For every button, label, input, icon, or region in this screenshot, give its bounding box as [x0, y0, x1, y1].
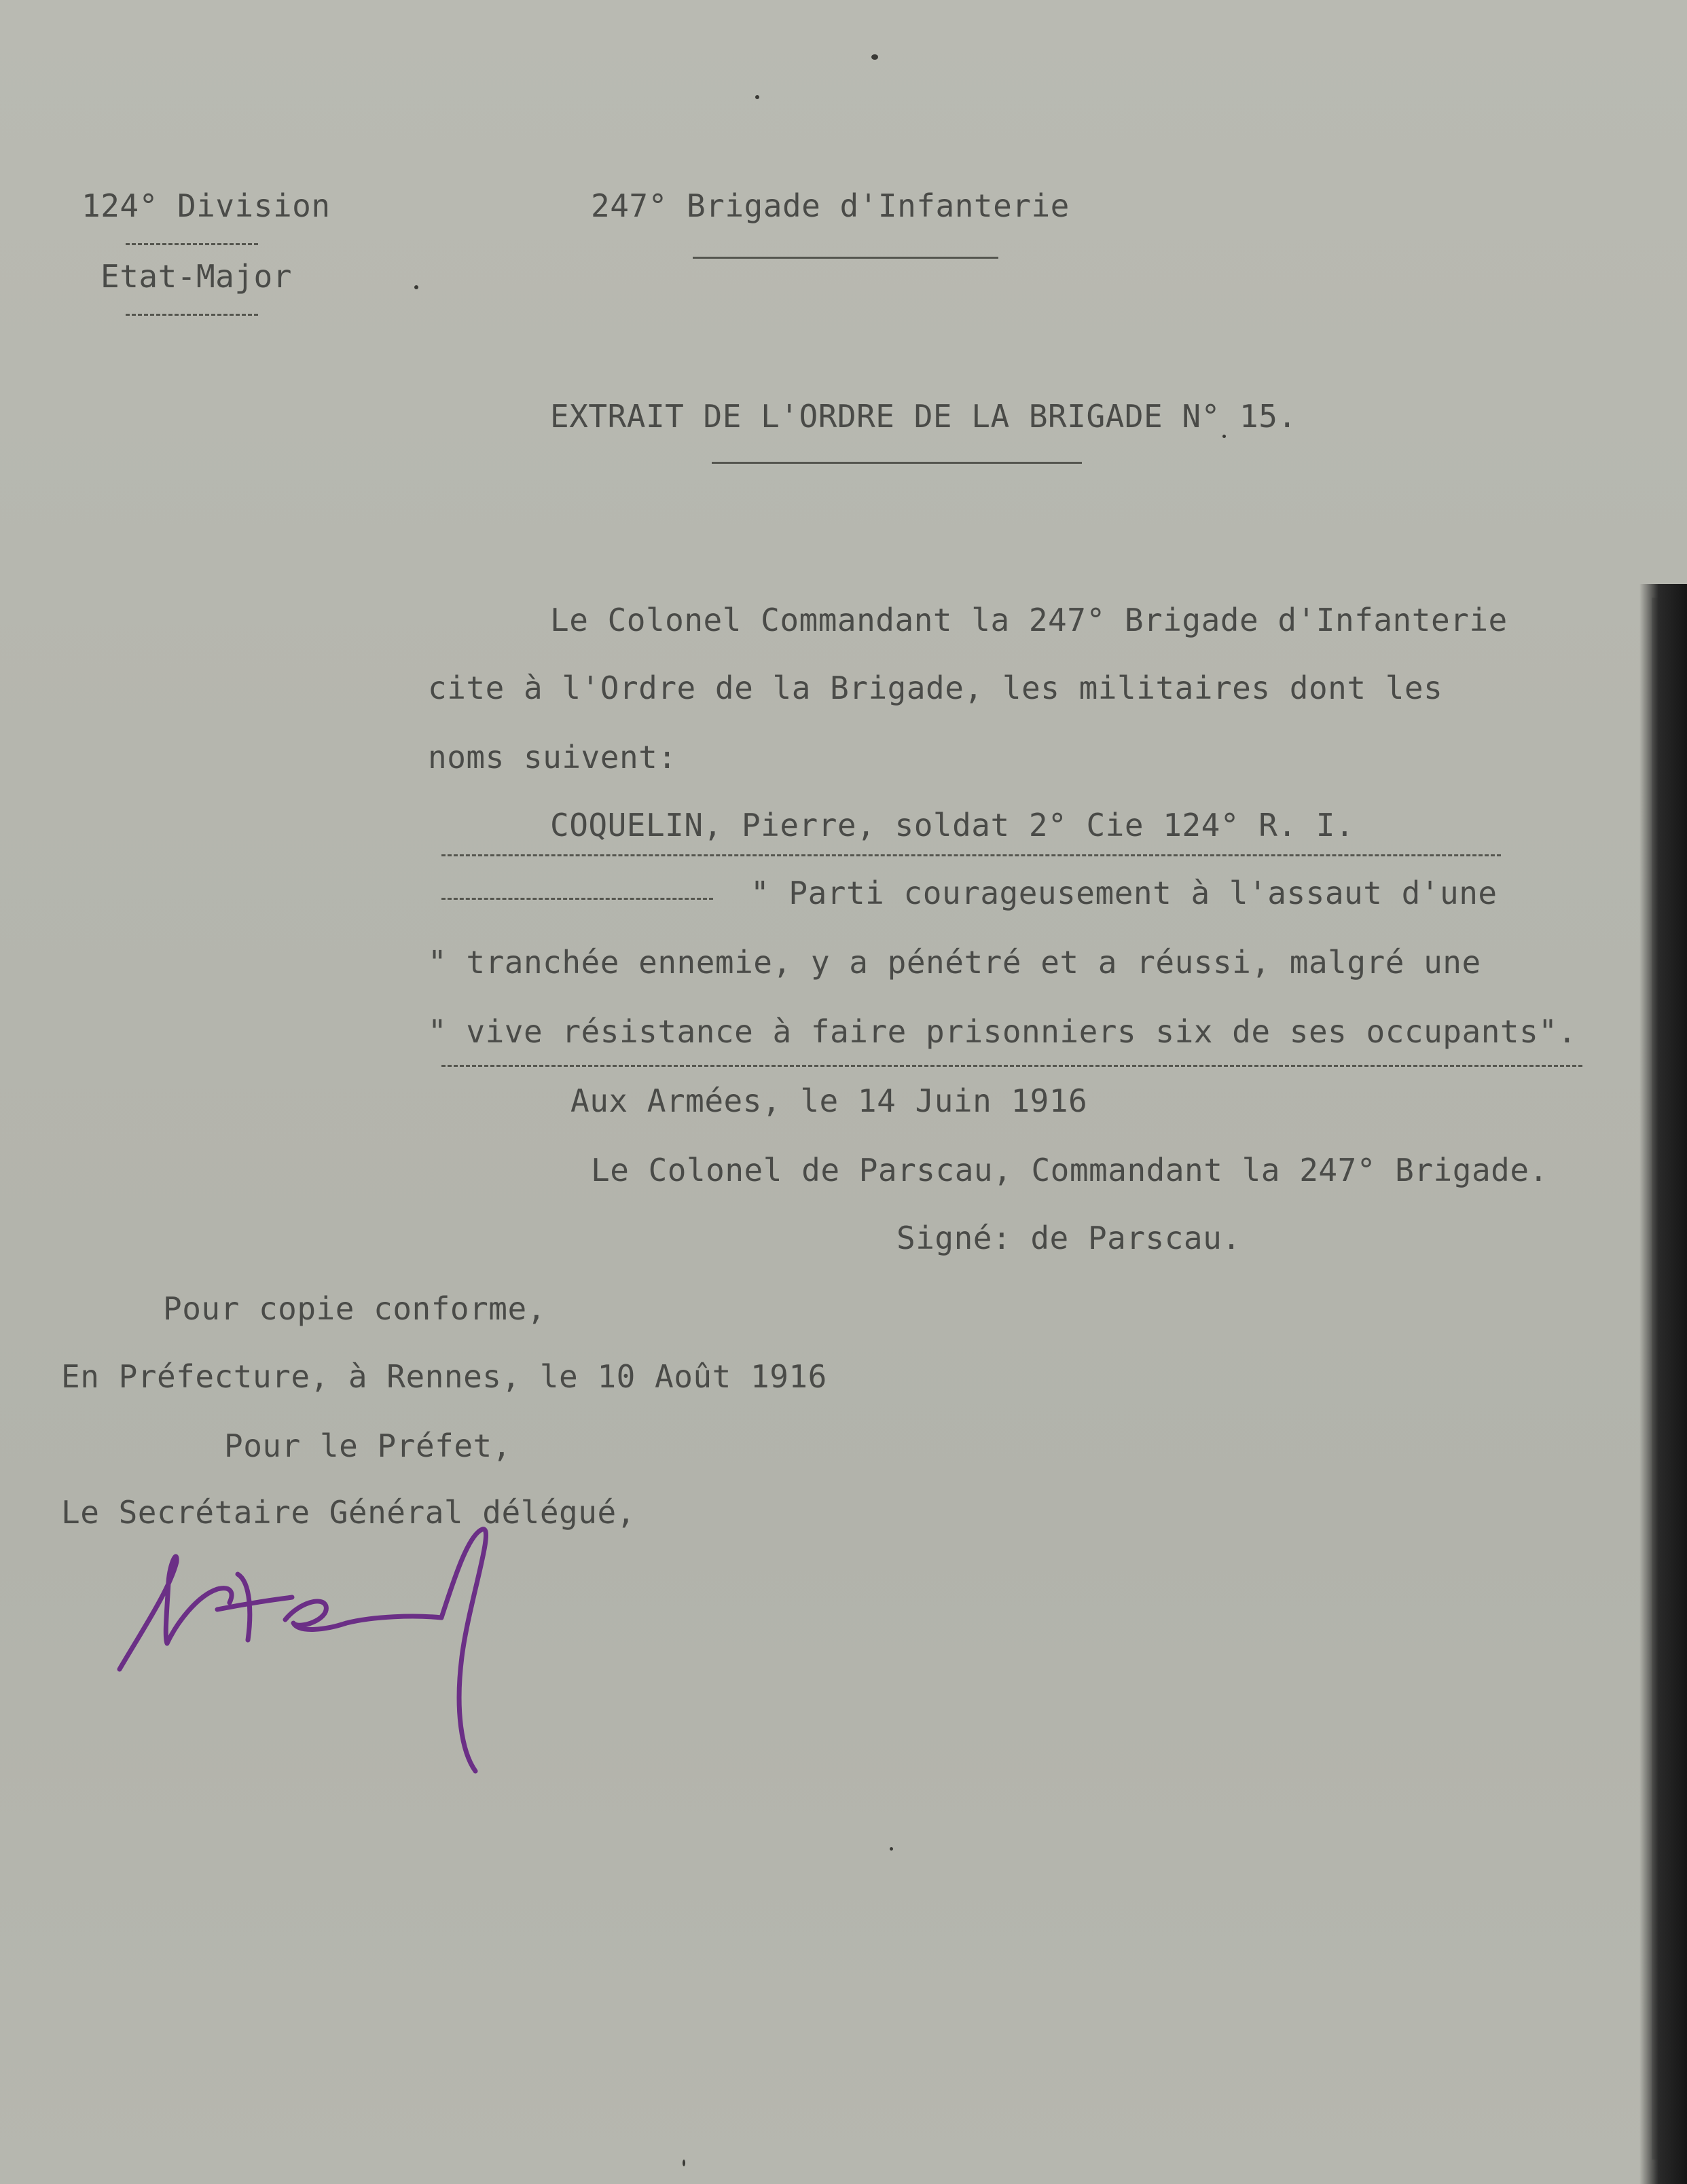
- title-underline: [712, 462, 1082, 464]
- intro-line: Le Colonel Commandant la 247° Brigade d'Infanterie: [550, 602, 1508, 638]
- paper-speck: [683, 2160, 685, 2166]
- page-edge-shadow: [1639, 584, 1687, 2184]
- citation-line: " vive résistance à faire prisonniers six de ses occupants".: [428, 1013, 1577, 1050]
- paper-speck: [871, 54, 878, 60]
- signatory-line: Le Colonel de Parscau, Commandant la 247° Brigade.: [591, 1152, 1548, 1188]
- certification-line: Pour le Préfet,: [224, 1427, 511, 1464]
- division-label: 124° Division: [81, 187, 331, 224]
- soldier-name-line: COQUELIN, Pierre, soldat 2° Cie 124° R. I.: [550, 807, 1355, 843]
- certification-line: Le Secrétaire Général délégué,: [61, 1494, 636, 1531]
- soldier-divider: [441, 854, 1501, 858]
- certification-line: En Préfecture, à Rennes, le 10 Août 1916: [61, 1358, 827, 1395]
- handwritten-signature: [115, 1521, 577, 1779]
- staff-label: Etat-Major: [101, 258, 292, 295]
- certification-line: Pour copie conforme,: [163, 1290, 546, 1327]
- intro-line: cite à l'Ordre de la Brigade, les militaires dont les: [428, 670, 1443, 706]
- place-date-line: Aux Armées, le 14 Juin 1916: [570, 1082, 1088, 1119]
- staff-divider: [126, 314, 258, 318]
- paper-speck: [890, 1847, 893, 1851]
- division-divider: [126, 243, 258, 247]
- paper-speck: [414, 285, 418, 289]
- signed-line: Signé: de Parscau.: [896, 1220, 1241, 1256]
- brigade-underline: [693, 257, 998, 259]
- brigade-label: 247° Brigade d'Infanterie: [591, 187, 1070, 224]
- citation-line: " Parti courageusement à l'assaut d'une: [750, 875, 1498, 911]
- citation-divider: [441, 1065, 1582, 1069]
- paper-speck: [1222, 435, 1226, 438]
- intro-line: noms suivent:: [428, 739, 677, 776]
- paper-speck: [755, 95, 759, 99]
- document-title: EXTRAIT DE L'ORDRE DE LA BRIGADE N° 15.: [550, 398, 1297, 435]
- citation-line: " tranchée ennemie, y a pénétré et a réussi, malgré une: [428, 944, 1481, 981]
- citation-lead-dashes: [441, 898, 713, 902]
